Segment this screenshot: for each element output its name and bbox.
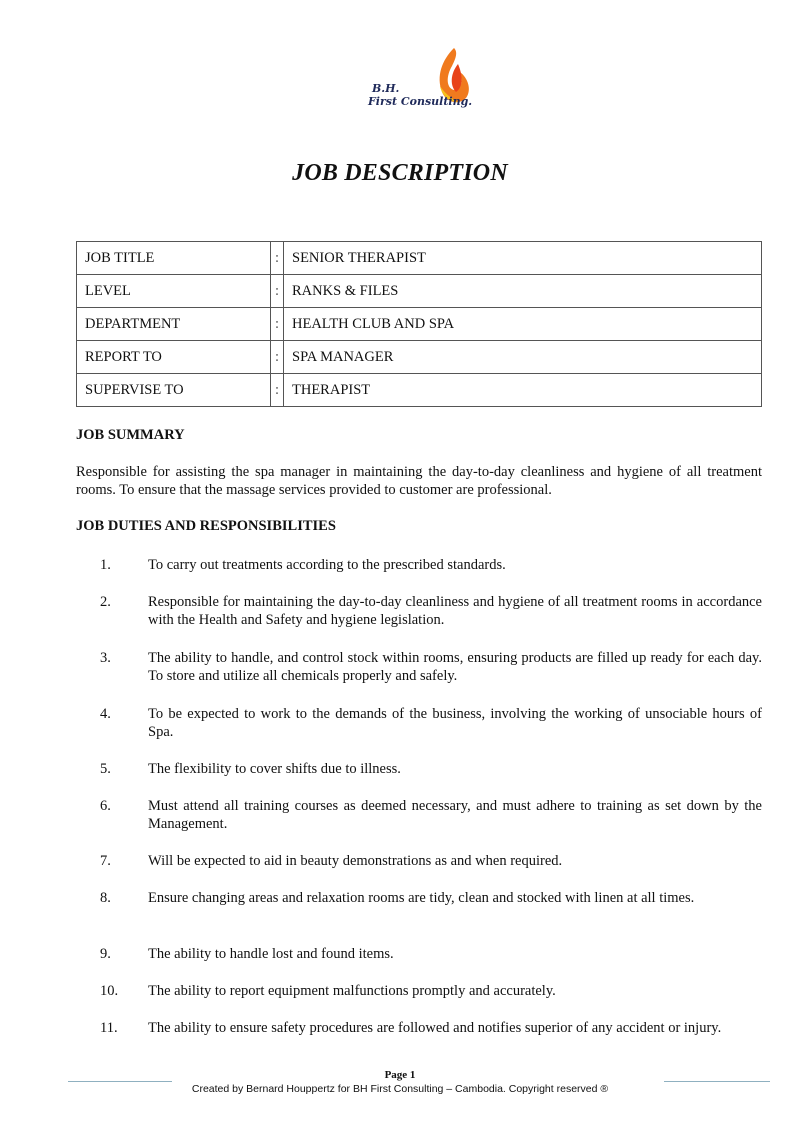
row-colon: : <box>271 275 284 308</box>
job-info-table <box>76 241 762 407</box>
footer-rule-left <box>68 1081 172 1082</box>
row-value: SPA MANAGER <box>284 341 762 374</box>
duty-text: The ability to ensure safety procedures are followed and notifies superior of any accident or injury. <box>148 1020 722 1036</box>
company-logo <box>368 46 478 122</box>
duty-number: 8. <box>100 890 111 906</box>
duty-item <box>100 649 762 685</box>
duty-item <box>100 852 762 870</box>
duty-number: 7. <box>100 853 111 869</box>
row-value: THERAPIST <box>284 374 762 407</box>
duty-item <box>100 760 762 778</box>
row-value: SENIOR THERAPIST <box>284 242 762 275</box>
page-number: Page 1 <box>384 1069 416 1081</box>
table-row <box>77 242 762 275</box>
logo-initials: B.H. <box>372 82 400 95</box>
duty-item <box>100 797 762 833</box>
duty-text: To carry out treatments according to the prescribed standards. <box>148 557 506 573</box>
duty-text: The ability to handle, and control stock within rooms, ensuring products are filled up ready for each day. To store and utilize all chemicals properly and safely. <box>148 650 762 684</box>
duty-number: 4. <box>100 706 111 722</box>
table-row <box>77 275 762 308</box>
summary-heading: JOB SUMMARY <box>76 427 185 443</box>
row-label: SUPERVISE TO <box>77 374 271 407</box>
duty-number: 9. <box>100 946 111 962</box>
duties-heading: JOB DUTIES AND RESPONSIBILITIES <box>76 518 336 534</box>
table-row <box>77 374 762 407</box>
row-colon: : <box>271 374 284 407</box>
duty-number: 2. <box>100 594 111 610</box>
table-row <box>77 341 762 374</box>
row-value: HEALTH CLUB AND SPA <box>284 308 762 341</box>
duty-number: 1. <box>100 557 111 573</box>
row-value: RANKS & FILES <box>284 275 762 308</box>
duty-item <box>100 705 762 741</box>
duty-number: 11. <box>100 1020 118 1036</box>
duty-text: To be expected to work to the demands of the business, involving the working of unsociable hours of Spa. <box>148 706 762 740</box>
duty-number: 5. <box>100 761 111 777</box>
table-row <box>77 308 762 341</box>
row-label: DEPARTMENT <box>77 308 271 341</box>
duty-text: Must attend all training courses as deemed necessary, and must adhere to training as set down by the Management. <box>148 798 762 832</box>
footer-credit: Created by Bernard Houppertz for BH First Consulting – Cambodia. Copyright reserved ® <box>191 1083 609 1095</box>
duty-number: 10. <box>100 983 119 999</box>
duty-text: Will be expected to aid in beauty demonstrations as and when required. <box>148 853 563 869</box>
duty-item <box>100 945 762 963</box>
duty-number: 6. <box>100 798 111 814</box>
page-title: JOB DESCRIPTION <box>292 160 508 186</box>
duty-item <box>100 889 762 907</box>
footer-rule-right <box>664 1081 770 1082</box>
duty-number: 3. <box>100 650 111 666</box>
row-colon: : <box>271 242 284 275</box>
duty-text: Ensure changing areas and relaxation rooms are tidy, clean and stocked with linen at all times. <box>148 890 695 906</box>
duty-text: Responsible for maintaining the day-to-day cleanliness and hygiene of all treatment rooms in accordance with the Health and Safety and hygiene legislation. <box>148 594 762 628</box>
row-colon: : <box>271 308 284 341</box>
summary-text: Responsible for assisting the spa manager in maintaining the day-to-day cleanliness and hygiene of all treatment rooms. To ensure that the massage services provided to customer are professional. <box>76 464 762 498</box>
duty-item <box>100 556 762 574</box>
duty-text: The ability to report equipment malfunctions promptly and accurately. <box>148 983 556 999</box>
duty-text: The ability to handle lost and found items. <box>148 946 394 962</box>
duty-item <box>100 593 762 629</box>
logo-name: First Consulting. <box>368 95 473 108</box>
row-colon: : <box>271 341 284 374</box>
row-label: JOB TITLE <box>77 242 271 275</box>
duty-item <box>100 982 762 1000</box>
duty-text: The flexibility to cover shifts due to illness. <box>148 761 401 777</box>
duty-item <box>100 1019 762 1037</box>
row-label: LEVEL <box>77 275 271 308</box>
row-label: REPORT TO <box>77 341 271 374</box>
